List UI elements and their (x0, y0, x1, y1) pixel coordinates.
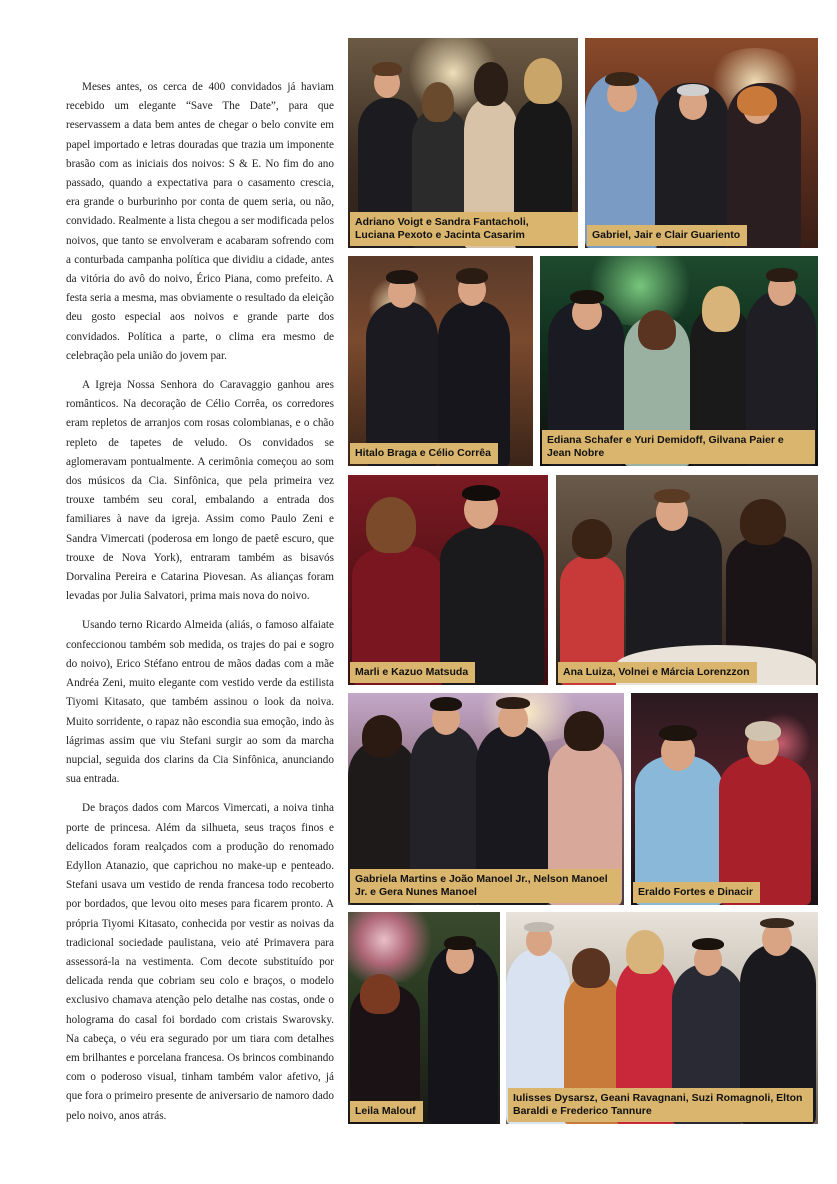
photo-5 (348, 475, 548, 685)
photo-9-caption: Leila Malouf (350, 1101, 423, 1122)
article-paragraph-2: A Igreja Nossa Senhora do Caravaggio ganhou ares românticos. Na decoração de Célio Corrêa, os corredores eram repletos de arranjos com rosas colombianas, e o chão repleto de tapetes de veludo. Os convidados se aglomeravam pontualmente. A cerimônia começou ao som dos músicos da Cia. Sinfônica, que pela primeira vez trouxe também seu coral, embalando a entrada dos familiares à nave da igreja. Assim como Paulo Zeni e Sandra Vimercati (poderosa em longo de paetê escuro, que trouxe de Nova York), entraram também as bisavós Dorvalina Pereira e Catarina Piovesan. As alianças foram levadas por Julia Salvatori, prima mais nova do noivo. (66, 379, 334, 603)
article-paragraph-4: De braços dados com Marcos Vimercati, a noiva tinha porte de princesa. Além da silhueta, seus traços finos e delicados foram realçados com a produção do renomado Edyllon Atanazio, que caprichou no make-up e penteado. Stefani usava um vestido de renda francesa todo recoberto por bordados, que levou oito meses para ficarem pronto. A própria Tiyomi Kitasato, conhecida por vestir as noivas da tradicional sociedade paulistana, veio até Primavera para assessorá-la na vestimenta. Com decote substituído por delicada renda que cobriam seu colo e braços, o modelo exclusivo chamava atenção pelo detalhe nas costas, onde o holograma do casal foi bordado com cristais Swarovsky. Na cabeça, o véu era segurado por um tiara com detalhes em brilhantes e porcelana francesa. Os brincos combinando com o poderoso visual, tinham também valor afetivo, já que fora o primeiro presente de aniversario de namoro dado pelo noivo, anos atrás. (66, 802, 334, 1122)
photo-5-scene (348, 475, 548, 685)
photo-6-caption: Ana Luiza, Volnei e Márcia Lorenzzon (558, 662, 757, 683)
photo-1-caption: Adriano Voigt e Sandra Fantacholi, Luciana Pexoto e Jacinta Casarim (350, 212, 578, 246)
photo-7-caption: Gabriela Martins e João Manoel Jr., Nelson Manoel Jr. e Gera Nunes Manoel (350, 869, 621, 903)
photo-3-scene (348, 256, 533, 466)
article-paragraph-3: Usando terno Ricardo Almeida (aliás, o famoso alfaiate confeccionou também sob medida, os trajes do pai e sogro do noivo), Erico Stéfano entrou de mãos dadas com a mãe Andréa Zeni, muito elegante com vestido verde da estilista Tiyomi Kitasato, que também assinou o look da noiva. Muito sorridente, o rapaz não escondia sua emoção, indo às lágrimas assim que viu Stefani surgir ao som da marcha nupcial, seguida dos clarins da Cia Sinfônica, anunciando sua entrada. (66, 619, 334, 786)
photo-10 (506, 912, 818, 1124)
photo-9 (348, 912, 500, 1124)
article-text (66, 78, 334, 1136)
article-paragraph-1: Meses antes, os cerca de 400 convidados já haviam recebido um elegante “Save The Date”, para que reservassem a data bem antes de chegar o belo convite em papel importado e letras douradas que trazia um imponente brasão com as iniciais dos noivos: S & E. No fim do ano passado, quando a expectativa para o casamento crescia, era grande o burburinho por conta de quem seria, ou não, convidado. Realmente a lista chegou a ser modificada pelos noivos, que tanto se envolveram e acabaram sofrendo com a conturbada campanha política que dividiu a cidade, antes da vitória do avô do noivo, Érico Piana, como prefeito. A festa seria a mesma, mas obviamente o resultado da eleição deu gosto especial aos noivos e grande parte dos convidados. Política a parte, o clima era mesmo de celebração pela união do jovem par. (66, 81, 334, 362)
photo-2 (585, 38, 818, 248)
photo-8 (631, 693, 818, 905)
photo-2-caption: Gabriel, Jair e Clair Guariento (587, 225, 747, 246)
photo-2-scene (585, 38, 818, 248)
photo-1 (348, 38, 578, 248)
photo-8-caption: Eraldo Fortes e Dinacir (633, 882, 760, 903)
photo-4 (540, 256, 818, 466)
photo-6-scene (556, 475, 818, 685)
photo-7 (348, 693, 624, 905)
photo-6 (556, 475, 818, 685)
photo-4-caption: Ediana Schafer e Yuri Demidoff, Gilvana Paier e Jean Nobre (542, 430, 815, 464)
photo-9-scene (348, 912, 500, 1124)
photo-5-caption: Marli e Kazuo Matsuda (350, 662, 475, 683)
photo-8-scene (631, 693, 818, 905)
photo-10-caption: Iulisses Dysarsz, Geani Ravagnani, Suzi Romagnoli, Elton Baraldi e Frederico Tannure (508, 1088, 813, 1122)
photo-3 (348, 256, 533, 466)
photo-3-caption: Hitalo Braga e Célio Corrêa (350, 443, 498, 464)
